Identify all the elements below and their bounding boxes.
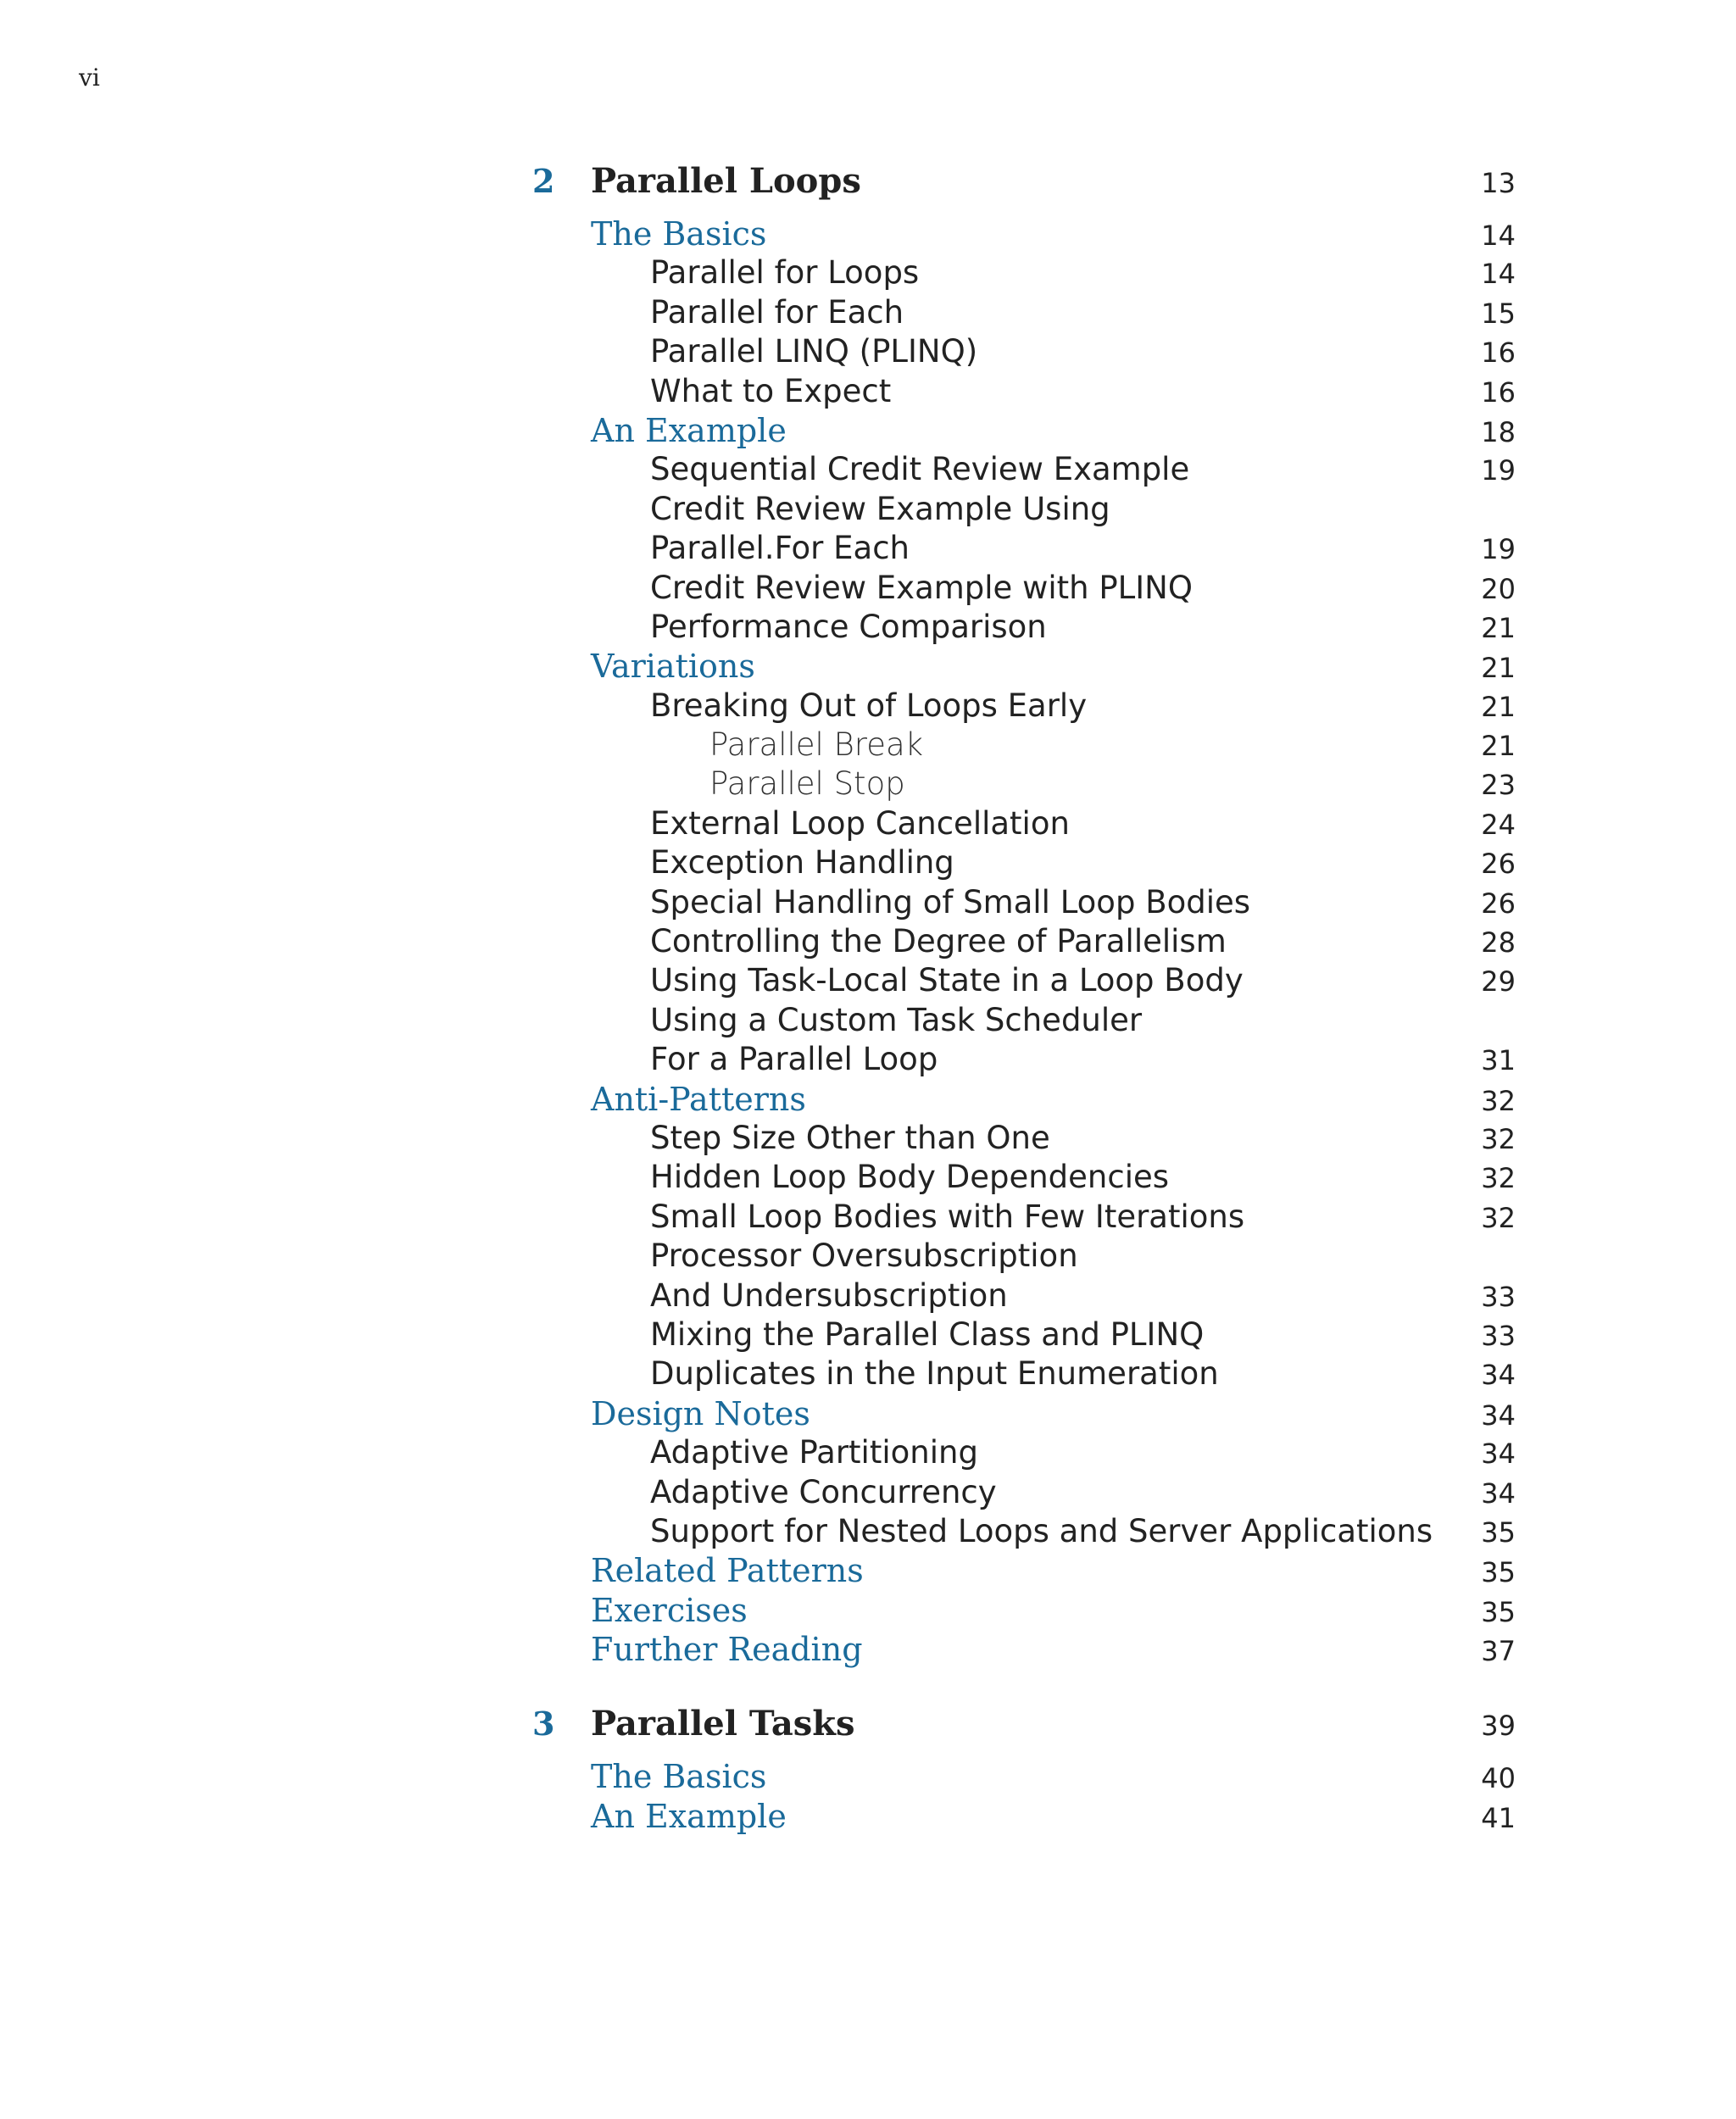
entry-page-number: 24 — [1481, 808, 1516, 841]
toc-entry-subsection[interactable] — [526, 1002, 1516, 1041]
chapter-heading[interactable] — [526, 1704, 1516, 1758]
chapter-number: 3 — [532, 1705, 555, 1744]
entry-label: Parallel for Each — [650, 293, 904, 331]
chapter-number: 2 — [532, 162, 555, 200]
toc-entry-subsection[interactable] — [526, 254, 1516, 293]
entry-label: An Example — [591, 411, 787, 449]
entry-page-number: 37 — [1481, 1635, 1516, 1668]
entry-page-number: 26 — [1481, 848, 1516, 881]
toc-entry-subsection[interactable] — [526, 962, 1516, 1001]
toc-entry-subsection[interactable] — [526, 491, 1516, 530]
entry-page-number: 20 — [1481, 572, 1516, 605]
entry-label: Support for Nested Loops and Server Applications — [650, 1512, 1433, 1549]
entry-label: Parallel LINQ (PLINQ) — [650, 333, 978, 370]
chapter-page-number: 39 — [1481, 1710, 1516, 1743]
entry-page-number: 29 — [1481, 965, 1516, 998]
toc-entry-subsection[interactable] — [526, 1355, 1516, 1394]
toc-entry-subsection[interactable] — [526, 923, 1516, 962]
toc-entry-subsection[interactable] — [526, 805, 1516, 844]
chapter-page-number: 13 — [1481, 167, 1516, 199]
toc-entry-section[interactable] — [526, 1395, 1516, 1434]
toc-entry-section[interactable] — [526, 1081, 1516, 1120]
entry-label: External Loop Cancellation — [650, 804, 1070, 842]
entry-label: Credit Review Example Using — [650, 490, 1110, 527]
entry-label: Anti-Patterns — [591, 1080, 806, 1118]
entry-page-number: 21 — [1481, 652, 1516, 685]
toc-entry-subsection[interactable] — [526, 373, 1516, 412]
toc-entry-subsection[interactable] — [526, 1474, 1516, 1513]
toc-entry-subsection[interactable] — [526, 884, 1516, 923]
entry-label: An Example — [591, 1797, 787, 1835]
toc-entry-subsection[interactable] — [526, 530, 1516, 569]
entry-page-number: 34 — [1481, 1399, 1516, 1432]
entry-label: Design Notes — [591, 1394, 810, 1432]
entry-label: And Undersubscription — [650, 1276, 1008, 1314]
entry-page-number: 19 — [1481, 454, 1516, 487]
toc-entry-subsection[interactable] — [526, 333, 1516, 372]
toc-entry-subsection[interactable] — [526, 570, 1516, 609]
entry-page-number: 34 — [1481, 1477, 1516, 1510]
entry-label: Variations — [591, 648, 755, 686]
entry-page-number: 35 — [1481, 1556, 1516, 1589]
toc-entry-section[interactable] — [526, 1798, 1516, 1837]
entry-label: Exercises — [591, 1591, 748, 1629]
entry-label: Small Loop Bodies with Few Iterations — [650, 1198, 1245, 1235]
entry-page-number: 40 — [1481, 1762, 1516, 1795]
entry-label: Special Handling of Small Loop Bodies — [650, 883, 1251, 920]
entry-page-number: 35 — [1481, 1516, 1516, 1549]
toc-entry-subsection[interactable] — [526, 1120, 1516, 1159]
toc-entry-subsection[interactable] — [526, 609, 1516, 648]
chapter-title: Parallel Loops — [591, 161, 861, 201]
entry-label: What to Expect — [650, 372, 892, 409]
entry-page-number: 32 — [1481, 1122, 1516, 1155]
entry-page-number: 41 — [1481, 1801, 1516, 1834]
entry-label: The Basics — [591, 1758, 767, 1796]
entry-page-number: 26 — [1481, 887, 1516, 920]
entry-label: Step Size Other than One — [650, 1119, 1050, 1156]
entry-page-number: 31 — [1481, 1044, 1516, 1077]
toc-entry-section[interactable] — [526, 648, 1516, 687]
entry-page-number: 21 — [1481, 730, 1516, 763]
toc-entry-subsection[interactable] — [526, 451, 1516, 490]
toc-entry-section[interactable] — [526, 412, 1516, 451]
entry-label: Related Patterns — [591, 1552, 864, 1590]
toc-entry-section[interactable] — [526, 1758, 1516, 1797]
toc-entry-subsection[interactable] — [526, 844, 1516, 883]
entry-label: Adaptive Partitioning — [650, 1434, 978, 1471]
toc-entry-section[interactable] — [526, 1631, 1516, 1670]
toc-entry-subsection[interactable] — [526, 1513, 1516, 1552]
entry-page-number: 32 — [1481, 1201, 1516, 1234]
entry-label: Parallel Stop — [709, 765, 905, 803]
entry-label: For a Parallel Loop — [650, 1041, 938, 1078]
entry-label: Hidden Loop Body Dependencies — [650, 1159, 1170, 1196]
entry-label: Exception Handling — [650, 844, 954, 882]
entry-page-number: 33 — [1481, 1319, 1516, 1352]
entry-label: Sequential Credit Review Example — [650, 451, 1190, 488]
entry-page-number: 34 — [1481, 1438, 1516, 1471]
entry-label: Further Reading — [591, 1631, 863, 1669]
entry-label: Performance Comparison — [650, 608, 1047, 645]
entry-label: Parallel Break — [709, 726, 924, 764]
entry-label: Credit Review Example with PLINQ — [650, 569, 1193, 606]
entry-label: Adaptive Concurrency — [650, 1473, 997, 1510]
toc-entry-subsubsection[interactable] — [526, 765, 1516, 804]
entry-page-number: 21 — [1481, 611, 1516, 644]
page-folio: vi — [79, 64, 100, 92]
entry-page-number: 28 — [1481, 926, 1516, 959]
toc-entry-section[interactable] — [526, 1552, 1516, 1591]
toc-entry-section[interactable] — [526, 1592, 1516, 1631]
entry-page-number: 32 — [1481, 1084, 1516, 1117]
entry-label: Breaking Out of Loops Early — [650, 687, 1088, 724]
chapter-title: Parallel Tasks — [591, 1704, 855, 1744]
toc-entry-subsubsection[interactable] — [526, 726, 1516, 765]
entry-page-number: 34 — [1481, 1359, 1516, 1392]
toc-entry-subsection[interactable] — [526, 1277, 1516, 1316]
entry-page-number: 14 — [1481, 220, 1516, 252]
toc-entry-subsection[interactable] — [526, 1316, 1516, 1355]
entry-page-number: 35 — [1481, 1595, 1516, 1628]
entry-label: The Basics — [591, 215, 767, 253]
entry-page-number: 16 — [1481, 336, 1516, 370]
entry-page-number: 32 — [1481, 1162, 1516, 1195]
entry-page-number: 19 — [1481, 533, 1516, 566]
toc-entry-subsection[interactable] — [526, 687, 1516, 726]
entry-label: Processor Oversubscription — [650, 1237, 1078, 1275]
toc-entry-subsection[interactable] — [526, 1159, 1516, 1198]
entry-label: Using a Custom Task Scheduler — [650, 1001, 1143, 1038]
toc-entry-subsection[interactable] — [526, 1434, 1516, 1473]
entry-page-number: 14 — [1481, 258, 1516, 291]
chapter-spacer — [526, 1670, 1516, 1704]
entry-page-number: 15 — [1481, 297, 1516, 330]
table-of-contents — [526, 161, 1516, 1837]
entry-label: Controlling the Degree of Parallelism — [650, 923, 1227, 960]
entry-page-number: 21 — [1481, 690, 1516, 723]
entry-page-number: 33 — [1481, 1280, 1516, 1313]
chapter-heading[interactable] — [526, 161, 1516, 215]
entry-label: Mixing the Parallel Class and PLINQ — [650, 1315, 1205, 1353]
toc-entry-subsection[interactable] — [526, 1041, 1516, 1080]
entry-page-number: 23 — [1481, 769, 1516, 802]
entry-label: Parallel for Loops — [650, 254, 920, 292]
toc-entry-subsection[interactable] — [526, 1237, 1516, 1276]
toc-entry-section[interactable] — [526, 215, 1516, 254]
entry-page-number: 18 — [1481, 415, 1516, 448]
entry-label: Parallel.For Each — [650, 530, 910, 567]
entry-label: Duplicates in the Input Enumeration — [650, 1355, 1219, 1393]
toc-entry-subsection[interactable] — [526, 1199, 1516, 1237]
entry-label: Using Task-Local State in a Loop Body — [650, 962, 1244, 999]
entry-page-number: 16 — [1481, 375, 1516, 409]
toc-entry-subsection[interactable] — [526, 294, 1516, 333]
